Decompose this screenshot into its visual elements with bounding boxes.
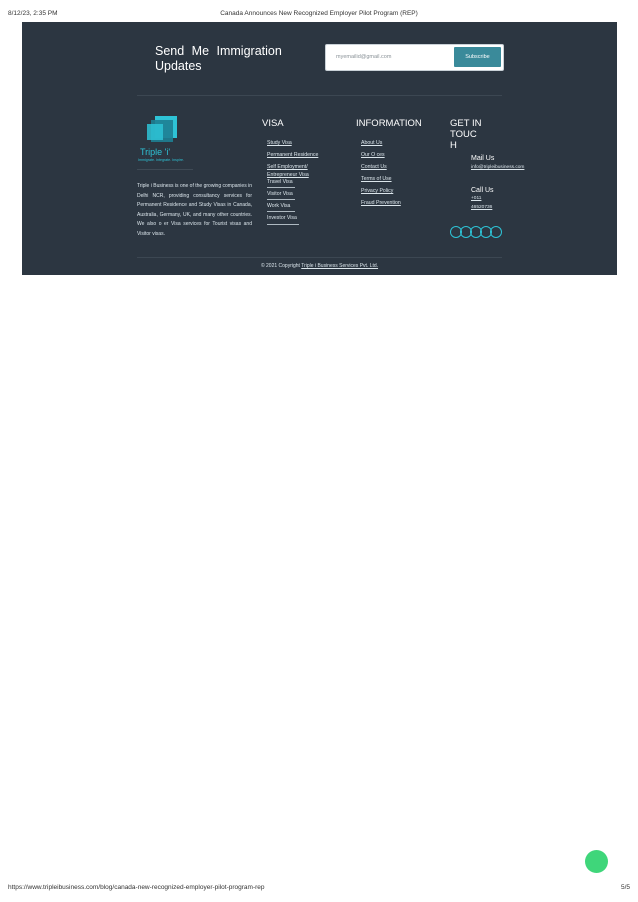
divider-bottom — [137, 257, 502, 258]
copyright — [22, 263, 617, 269]
divider-top — [137, 95, 502, 96]
information-heading: INFORMATION — [356, 118, 422, 129]
link-our-offices[interactable]: Our O ces — [361, 152, 385, 158]
work-visa-underline — [267, 211, 295, 212]
brand-tagline: Immigrate. Integrate. Inspire. — [138, 158, 184, 162]
print-page-number: 5/5 — [620, 884, 630, 891]
link-travel-visa[interactable]: Travel Visa — [267, 179, 293, 185]
newsletter-form — [325, 44, 504, 71]
investor-visa-underline — [267, 224, 299, 225]
print-url: https://www.tripleibusiness.com/blog/canada-new-recognized-employer-pilot-program-rep — [8, 884, 265, 891]
link-visitor-visa[interactable]: Visitor Visa — [267, 191, 293, 197]
chat-button[interactable] — [585, 850, 608, 873]
link-about-us[interactable]: About Us — [361, 140, 383, 146]
link-work-visa[interactable]: Work Visa — [267, 203, 291, 209]
mail-us-label: Mail Us — [471, 155, 495, 162]
get-in-touch-heading — [450, 118, 482, 151]
link-permanent-residence[interactable]: Permanent Residence — [267, 152, 319, 158]
brand-divider — [137, 169, 193, 170]
call-us-label: Call Us — [471, 187, 494, 194]
print-title: Canada Announces New Recognized Employer Pilot Program (REP) — [220, 10, 418, 17]
brand-name: Triple 'i' — [140, 147, 171, 157]
link-study-visa[interactable]: Study Visa — [267, 140, 292, 146]
email-input[interactable]: myemailid@gmail.com — [336, 54, 392, 60]
link-terms-of-use[interactable]: Terms of Use — [361, 176, 392, 182]
link-self-employment[interactable]: Self Employment/ — [267, 164, 308, 170]
call-us-link-line-2[interactable]: 46520736 — [471, 205, 493, 210]
link-contact-us[interactable]: Contact Us — [361, 164, 387, 170]
copyright-company-link[interactable]: Triple i Business Services Pvt. Ltd. — [301, 263, 379, 269]
link-entrepreneur-visa[interactable]: Entrepreneur Visa — [267, 172, 309, 178]
call-us-link-line-1[interactable]: +011 — [471, 196, 482, 201]
about-text: Triple i Business is one of the growing companies in Delhi NCR, providing consultancy services for Permanent Residence and Study Visas in Canada, Australia, Germany, UK, and many other countries. We also o er Visa services for Tourist visas and Visitor visas. — [137, 183, 252, 237]
get-in-touch-line-1: GET IN — [450, 118, 482, 129]
newsletter-title: Send Me Immigration Updates — [155, 44, 282, 73]
copyright-prefix: © 2021 Copyright — [260, 263, 302, 269]
print-date: 8/12/23, 2:35 PM — [8, 10, 58, 17]
site-footer — [22, 22, 617, 275]
visitor-visa-underline — [267, 199, 295, 200]
get-in-touch-line-2: TOUC — [450, 129, 477, 140]
print-header — [8, 10, 630, 22]
mail-us-link[interactable]: info@tripleibusiness.com — [471, 165, 525, 170]
link-investor-visa[interactable]: Investor Visa — [267, 215, 297, 221]
subscribe-button[interactable]: Subscribe — [454, 47, 501, 67]
travel-visa-underline — [267, 187, 295, 188]
link-privacy-policy[interactable]: Privacy Policy — [361, 188, 394, 194]
social-icon-5[interactable] — [490, 226, 502, 238]
visa-heading: VISA — [262, 118, 284, 129]
get-in-touch-line-3: H — [450, 140, 457, 151]
link-fraud-prevention[interactable]: Fraud Prevention — [361, 200, 401, 206]
